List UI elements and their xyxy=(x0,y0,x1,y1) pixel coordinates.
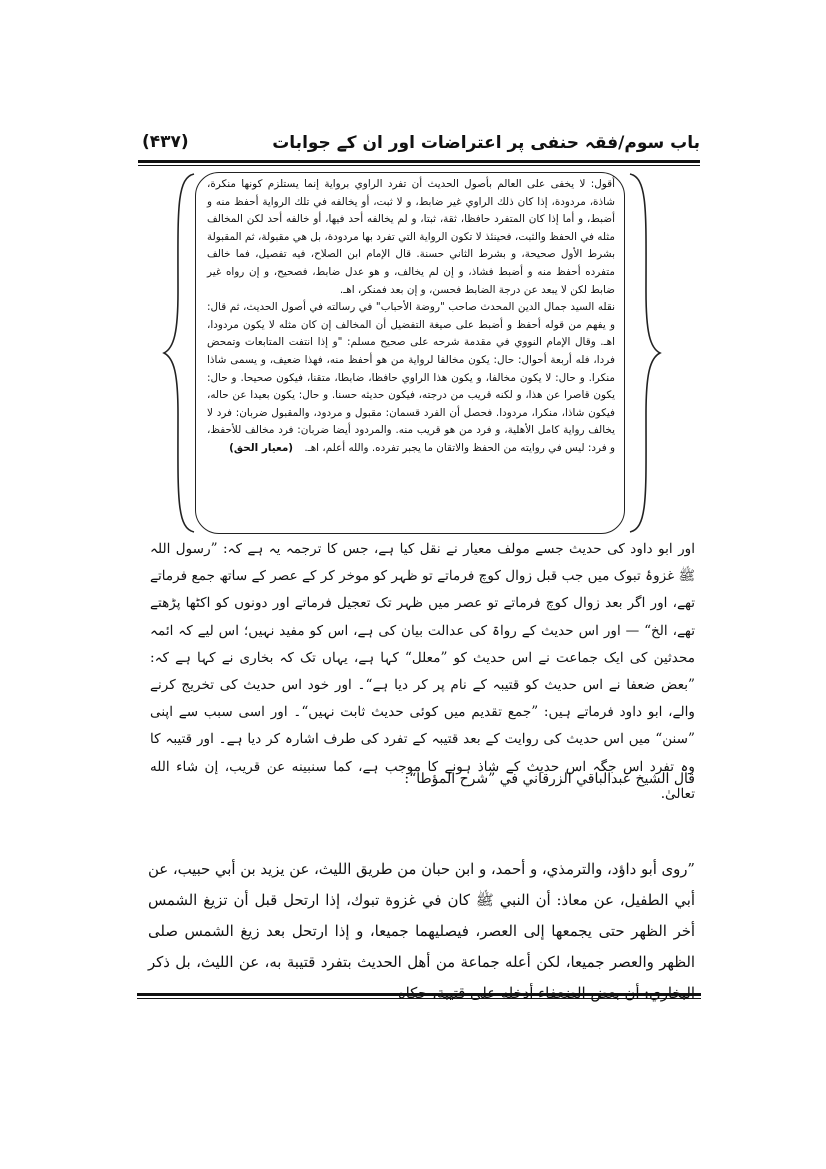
chapter-title: باب سوم/فقہ حنفی پر اعتراضات اور ان کے جوابات xyxy=(272,133,700,153)
arabic-text: ”روى أبو داؤد، والترمذي، و أحمد، و ابن حبان من طريق الليث، عن يزيد بن أبي حبيب، عن أبي الطفيل، عن معاذ: أن النبي ﷺ كان في غزوة تبوك، إذا ارتحل قبل أن تزيغ الشمس أخر الظهر حتى يجمعها إلى العصر، فيصليهما جميعا، و إذا ارتحل بعد زيغ الشمس صلى الظهر والعصر جميعا، لكن أعله جماعة من أهل الحديث بتفرد قتيبة به، عن الليث، بل ذكر xyxy=(148,861,696,971)
arabic-heading-text: قال الشيخ عبدالباقي الزرقاني في ”شرح المؤطا“: xyxy=(404,771,695,787)
left-brace-icon xyxy=(162,172,196,534)
quoted-passage xyxy=(207,176,615,458)
page-number: (۴۳۷) xyxy=(142,132,189,152)
quote-paragraph xyxy=(207,299,615,457)
quote-source: (معیار الحق) xyxy=(229,441,294,454)
footer-rule-thick xyxy=(137,993,701,996)
arabic-heading xyxy=(150,768,695,790)
right-brace-icon xyxy=(628,172,662,534)
page-header xyxy=(138,132,700,162)
footer-rule-thin xyxy=(137,998,701,999)
urdu-text: اور ابو داود کی حدیث جسے مولف معیار نے نقل کیا ہے، جس کا ترجمہ یہ ہے کہ: ”رسول اللہ ﷺ غزوۂ تبوک میں جب قبل زوال کوچ فرماتے تو ظہر کو موخر کر کے عصر کے ساتھ جمع فرماتے تھے، اور اگر بعد زوال کوچ فرماتے تو عصر میں ظہر تک تعجیل فرماتے اور دونوں کو اکٹھا پڑھتے تھے، الخ“ — اور اس حدیث کے رواۃ کی عدالت بیان کی ہے، اس کو مفید نہیں؛ اس لیے کہ ائمہ محدثین کی ایک جماعت نے اس حدیث کو ”معلل“ کہا ہے، یہاں تک کہ بخاری نے کہا ہے کہ: ”بعض ضعفا نے اس حدیث کو قتیبہ کے نام پر کر دیا ہے“۔ اور خود اس حدیث کی تخریج کرنے والے، ابو داود فرماتے ہیں: ”جمع تقدیم میں کوئی حدیث ثابت نہیں“۔ اور اسی سبب سے اپنی ”سنن“ میں اس حدیث کی روایت کے بعد قتیبہ کے تفرد کی طرف اشارہ کر دیا ہے۔ اور قتیبہ کا وہ تفرد اس جگہ اس حدیث کے شاذ ہونے کا موجب ہے، كما سنبينه عن قريب، إن شاء الله تعالیٰ. xyxy=(150,541,695,802)
header-rule-thick xyxy=(138,160,700,163)
header-rule-thin xyxy=(138,165,700,166)
quote-paragraph: أقول: لا يخفى على العالم بأصول الحديث أن تفرد الراوي برواية إنما يستلزم كونها منكرة، شاذة، مردودة، إذا كان ذلك الراوي غير ضابط، و لا ثبت، أو يخالفه في تلك الرواية أحفظ منه و أضبط، و أما إذا كان المتفرد حافظا، ثقة، ثبتا، و لم يخالفه أحد فيها، أو خالفه أحد لكن المخالف مثله في الحفظ والثبت، فحينئذ لا تكون الرواية التي تفرد بها مردودة، بل هي مقبولة، ثم المقبولة بشرط الأول صحيحة، و بشرط الثاني حسنة. قال الإمام ابن الصلاح، فيه تفصيل، فما خالف متفرده أحفظ منه و أضبط فشاذ، و إن لم يخالف، و هو عدل ضابط، فصحيح، و إن رواه غير ضابط لكن لا يبعد عن درجة الضابط فحسن، و إن بعد فمنكر، اهـ. xyxy=(207,178,615,296)
quote-paragraph-text: نقله السيد جمال الدين المحدث صاحب "روضة الأحباب" في رسالته في أصول الحديث، ثم قال: و يفهم من قوله أحفظ و أضبط على صيغة التفضيل أن المخالف إن كان مثله لا يكون مردودا، اهـ. وقال الإمام النووي في مقدمة شرحه على صحيح مسلم: "و إذا انتفت المتابعات وتمحض فردا، فله أربعة أحوال: حال: يكون مخالفا لرواية من هو أحفظ منه، فهذا ضعيف، و يسمى شاذا منكرا. و حال: لا يكون مخالفا، و يكون هذا الراوي حافظا، ضابطا، متقنا، فيكون صحيحا. و حال: يكون قاصرا عن هذا، و لكنه قريب من درجته، فيكون حديثه حسنا. و حال: يكون بعيدا عن حاله، فيكون شاذا، منكرا، مردودا. فحصل أن الفرد قسمان: مقبول و مردود، والمقبول ضربان: فرد لا يخالف رواية كامل الأهلية، و فرد من هو قريب منه. والمردود أيضا ضربان: فرد مخالف للأحفظ، و فرد: ليس في روايته من الحفظ والاتقان ما يجبر تفرده. والله أعلم، اهـ. xyxy=(207,301,615,454)
arabic-paragraph xyxy=(148,854,695,1009)
